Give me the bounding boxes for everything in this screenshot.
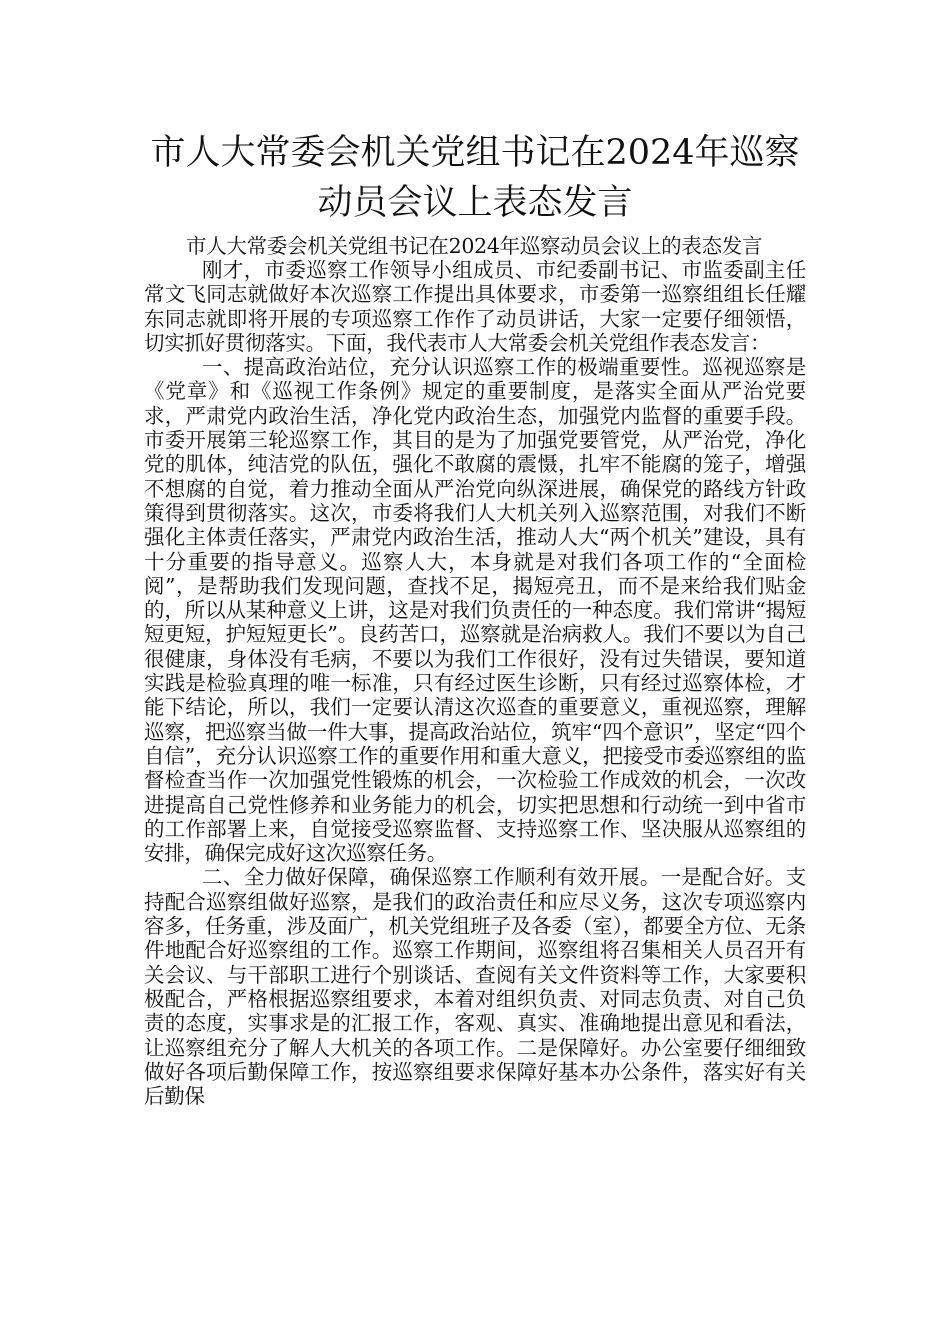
document-subtitle: 市人大常委会机关党组书记在2024年巡察动员会议上的表态发言: [186, 234, 763, 258]
paragraph-intro: 刚才，市委巡察工作领导小组成员、市纪委副书记、市监委副主任常文飞同志就做好本次巡察工作提出具体要求，市委第一巡察组组长任耀东同志就即将开展的专项巡察工作作了动员讲话，大家一定要仔细领悟，切实抓好贯彻落实。下面，我代表市人大常委会机关党组作表态发言：: [144, 258, 806, 355]
document-page: [144, 128, 806, 1108]
document-title: 市人大常委会机关党组书记在2024年巡察动员会议上表态发言: [150, 133, 800, 223]
paragraph-section-2: 二、全力做好保障，确保巡察工作顺利有效开展。一是配合好。支持配合巡察组做好巡察，是我们的政治责任和应尽义务，这次专项巡察内容多，任务重，涉及面广，机关党组班子及各委（室），都要全方位、无条件地配合好巡察组的工作。巡察工作期间，巡察组将召集相关人员召开有关会议、与干部职工进行个别谈话、查阅有关文件资料等工作，大家要积极配合，严格根据巡察组要求，本着对组织负责、对同志负责、对自己负责的态度，实事求是的汇报工作，客观、真实、准确地提出意见和看法，让巡察组充分了解人大机关的各项工作。二是保障好。办公室要仔细细致做好各项后勤保障工作，按巡察组要求保障好基本办公条件，落实好有关后勤保: [144, 865, 806, 1109]
paragraph-section-1: 一、提高政治站位，充分认识巡察工作的极端重要性。巡视巡察是《党章》和《巡视工作条例》规定的重要制度，是落实全面从严治党要求，严肃党内政治生活，净化党内政治生态，加强党内监督的重要手段。市委开展第三轮巡察工作，其目的是为了加强党要管党，从严治党，净化党的肌体，纯洁党的队伍，强化不敢腐的震慑，扎牢不能腐的笼子，增强不想腐的自觉，着力推动全面从严治党向纵深进展，确保党的路线方针政策得到贯彻落实。这次，市委将我们人大机关列入巡察范围，对我们不断强化主体责任落实，严肃党内政治生活，推动人大“两个机关”建设，具有十分重要的指导意义。巡察人大，本身就是对我们各项工作的“全面检阅”，是帮助我们发现问题，查找不足，揭短亮丑，而不是来给我们贴金的，所以从某种意义上讲，这是对我们负责任的一种态度。我们常讲“揭短短更短，护短短更长”。良药苦口，巡察就是治病救人。我们不要以为自己很健康，身体没有毛病，不要以为我们工作很好，没有过失错误，要知道实践是检验真理的唯一标准，只有经过医生诊断，只有经过巡察体检，才能下结论，所以，我们一定要认清这次巡查的重要意义，重视巡察，理解巡察，把巡察当做一件大事，提高政治站位，筑牢“四个意识”，坚定“四个自信”，充分认识巡察工作的重要作用和重大意义，把接受市委巡察组的监督检查当作一次加强党性锻炼的机会，一次检验工作成效的机会，一次改进提高自己党性修养和业务能力的机会，切实把思想和行动统一到中省市的工作部署上来，自觉接受巡察监督、支持巡察工作、坚决服从巡察组的安排，确保完成好这次巡察任务。: [144, 355, 806, 866]
